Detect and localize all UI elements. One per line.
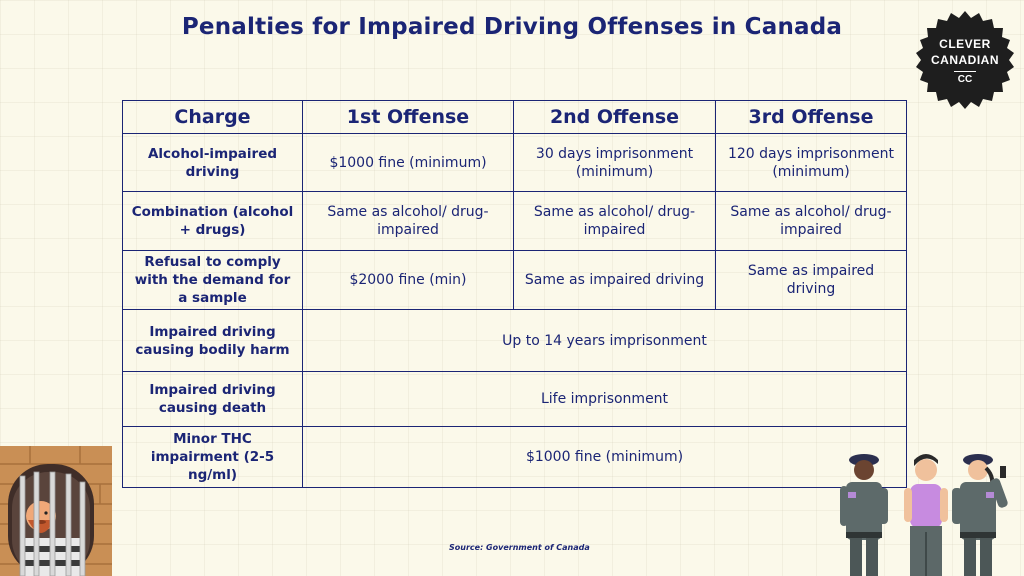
- table-row: [123, 309, 907, 371]
- header-first-offense: 1st Offense: [303, 101, 514, 134]
- penalty-all-offenses-cell: Up to 14 years imprisonment: [303, 309, 907, 371]
- police-escort-illustration: [826, 448, 1024, 576]
- charge-cell: Minor THC impairment (2-5 ng/ml): [123, 426, 303, 487]
- logo-divider: [954, 71, 976, 72]
- header-second-offense: 2nd Offense: [514, 101, 716, 134]
- table-row: [123, 134, 907, 192]
- first-offense-cell: $2000 fine (min): [303, 250, 514, 309]
- table-row: [123, 250, 907, 309]
- charge-cell: Combination (alcohol + drugs): [123, 192, 303, 250]
- logo-word-clever: CLEVER: [939, 37, 991, 51]
- first-offense-cell: $1000 fine (minimum): [303, 134, 514, 192]
- table-header-row: [123, 101, 907, 134]
- second-offense-cell: Same as impaired driving: [514, 250, 716, 309]
- penalties-table: [122, 100, 907, 488]
- second-offense-cell: 30 days imprisonment (minimum): [514, 134, 716, 192]
- first-offense-cell: Same as alcohol/ drug-impaired: [303, 192, 514, 250]
- table-row: [123, 372, 907, 426]
- header-third-offense: 3rd Offense: [716, 101, 907, 134]
- table-row: [123, 426, 907, 487]
- logo-initials: CC: [957, 74, 973, 85]
- penalty-all-offenses-cell: Life imprisonment: [303, 372, 907, 426]
- table-row: [123, 192, 907, 250]
- second-offense-cell: Same as alcohol/ drug-impaired: [514, 192, 716, 250]
- source-note: Source: Government of Canada: [449, 543, 590, 552]
- third-offense-cell: 120 days imprisonment (minimum): [716, 134, 907, 192]
- charge-cell: Impaired driving causing bodily harm: [123, 309, 303, 371]
- clever-canadian-logo: [914, 10, 1016, 112]
- third-offense-cell: Same as alcohol/ drug-impaired: [716, 192, 907, 250]
- third-offense-cell: Same as impaired driving: [716, 250, 907, 309]
- header-charge: Charge: [123, 101, 303, 134]
- prisoner-behind-bars-illustration: [0, 446, 112, 576]
- page-title: Penalties for Impaired Driving Offenses in Canada: [181, 14, 843, 40]
- charge-cell: Impaired driving causing death: [123, 372, 303, 426]
- charge-cell: Alcohol-impaired driving: [123, 134, 303, 192]
- logo-word-canadian: CANADIAN: [931, 53, 999, 67]
- charge-cell: Refusal to comply with the demand for a sample: [123, 250, 303, 309]
- penalty-all-offenses-cell: $1000 fine (minimum): [303, 426, 907, 487]
